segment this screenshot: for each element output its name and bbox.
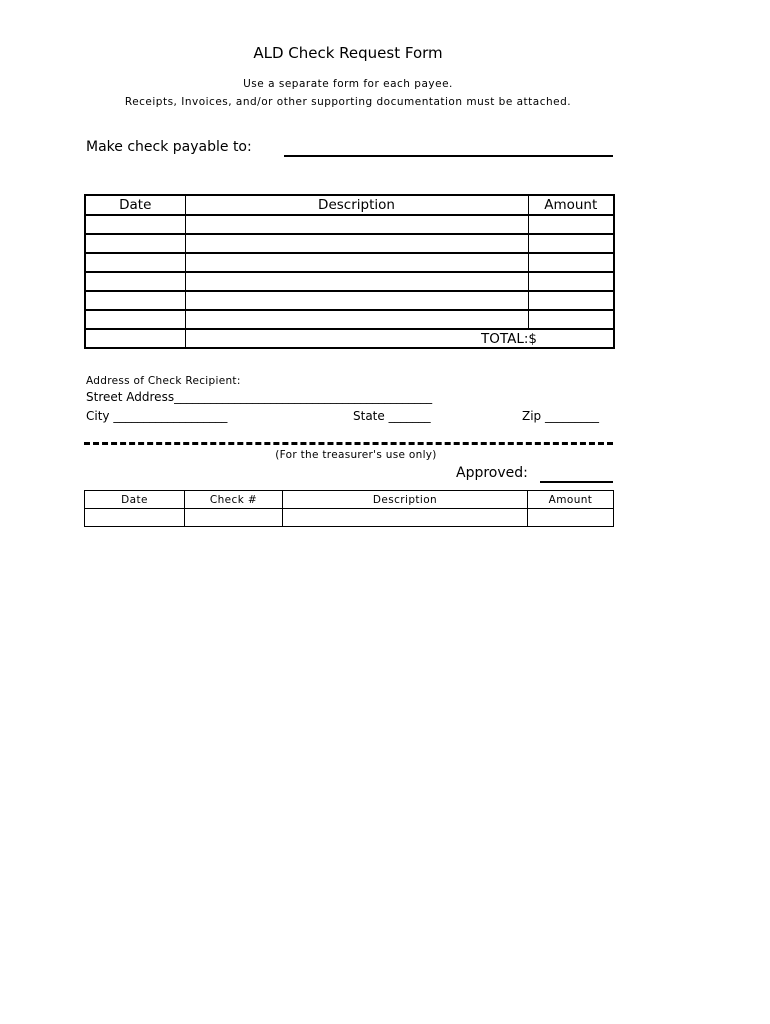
treasurer-header-check: Check # — [185, 491, 283, 509]
form-title: ALD Check Request Form — [253, 44, 443, 62]
description-cell[interactable] — [185, 310, 528, 329]
total-label: TOTAL:$ — [185, 329, 614, 348]
treasurer-header-row — [85, 491, 614, 509]
approved-label: Approved: — [456, 465, 528, 481]
amount-cell[interactable] — [528, 272, 614, 291]
treasurer-description-cell[interactable] — [283, 509, 528, 527]
amount-cell[interactable] — [528, 234, 614, 253]
expense-header-row — [85, 195, 614, 215]
date-cell[interactable] — [85, 234, 185, 253]
table-row — [85, 310, 614, 329]
address-label: Address of Check Recipient: — [86, 375, 241, 387]
table-row — [85, 234, 614, 253]
table-row — [85, 509, 614, 527]
cut-line-divider — [84, 442, 613, 445]
treasurer-header-description: Description — [283, 491, 528, 509]
treasurer-table — [84, 490, 614, 527]
description-cell[interactable] — [185, 272, 528, 291]
date-cell[interactable] — [85, 272, 185, 291]
table-row — [85, 253, 614, 272]
approved-input-line[interactable] — [540, 481, 613, 483]
instruction-separate-form: Use a separate form for each payee. — [243, 78, 453, 90]
description-cell[interactable] — [185, 253, 528, 272]
description-cell[interactable] — [185, 234, 528, 253]
table-row — [85, 272, 614, 291]
date-cell[interactable] — [85, 253, 185, 272]
amount-cell[interactable] — [528, 291, 614, 310]
description-cell[interactable] — [185, 215, 528, 234]
header-description: Description — [185, 195, 528, 215]
payable-label: Make check payable to: — [86, 139, 252, 155]
date-cell[interactable] — [85, 291, 185, 310]
treasurer-note: (For the treasurer's use only) — [275, 449, 437, 461]
table-row — [85, 291, 614, 310]
treasurer-amount-cell[interactable] — [528, 509, 614, 527]
date-cell[interactable] — [85, 215, 185, 234]
treasurer-check-cell[interactable] — [185, 509, 283, 527]
city-field[interactable]: City ___________________ — [86, 409, 228, 423]
expense-table — [84, 194, 615, 349]
amount-cell[interactable] — [528, 253, 614, 272]
total-row — [85, 329, 614, 348]
instruction-documentation: Receipts, Invoices, and/or other supporting documentation must be attached. — [124, 96, 572, 108]
treasurer-header-date: Date — [85, 491, 185, 509]
amount-cell[interactable] — [528, 215, 614, 234]
street-address-field[interactable]: Street Address___________________________________________ — [86, 390, 433, 404]
treasurer-date-cell[interactable] — [85, 509, 185, 527]
header-amount: Amount — [528, 195, 614, 215]
amount-cell[interactable] — [528, 310, 614, 329]
treasurer-header-amount: Amount — [528, 491, 614, 509]
state-field[interactable]: State _______ — [353, 409, 431, 423]
description-cell[interactable] — [185, 291, 528, 310]
header-date: Date — [85, 195, 185, 215]
total-blank-cell — [85, 329, 185, 348]
payable-input-line[interactable] — [284, 155, 613, 157]
table-row — [85, 215, 614, 234]
date-cell[interactable] — [85, 310, 185, 329]
zip-field[interactable]: Zip _________ — [522, 409, 599, 423]
